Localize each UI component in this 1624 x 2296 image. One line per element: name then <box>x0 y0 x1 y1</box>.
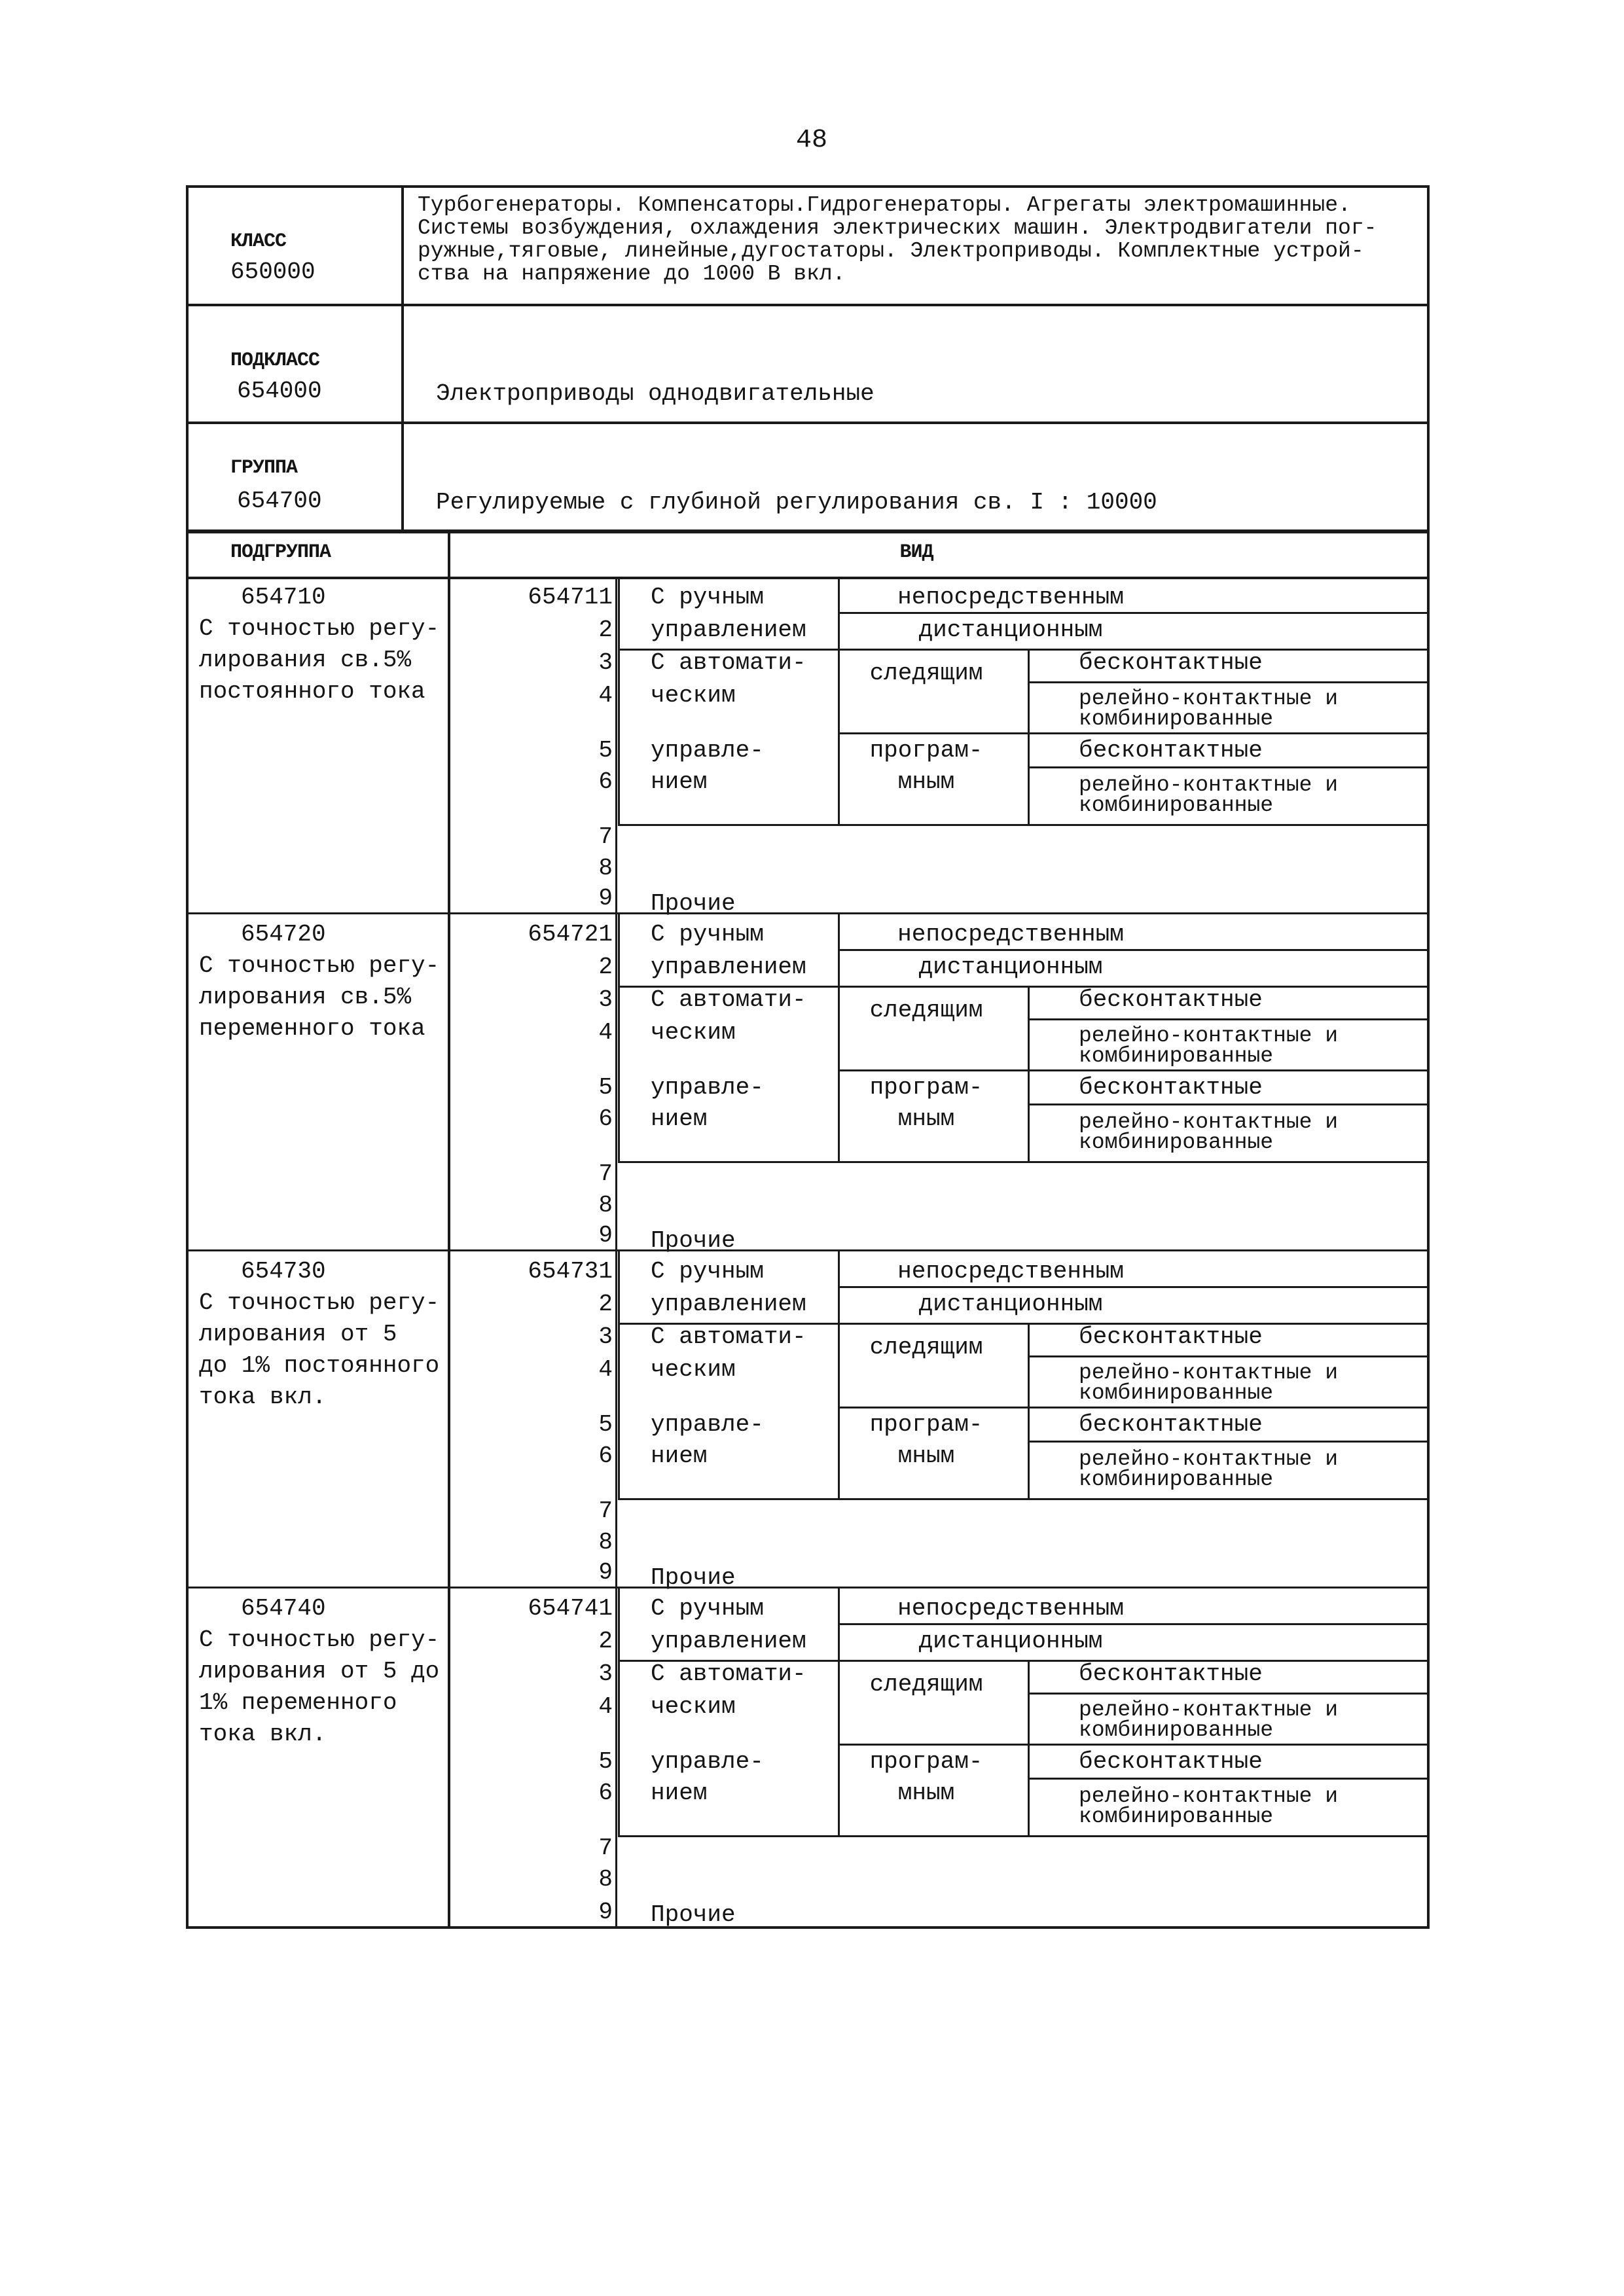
vid-contactless-text: бесконтактные <box>1079 737 1263 764</box>
vid-manual-text: С ручным <box>651 921 764 948</box>
vid-grid-line <box>618 824 1430 826</box>
page-number: 48 <box>795 126 827 155</box>
subgroup-block <box>186 1251 1430 1591</box>
vid-grid-line <box>618 986 1430 988</box>
podklass-label: ПОДКЛАСС <box>230 350 320 372</box>
vid-auto-text: С автомати- <box>651 1660 806 1687</box>
vid-other-text: Прочие <box>651 1227 736 1254</box>
gruppa-description: Регулируемые с глубиной регулирования св. I : 10000 <box>436 489 1157 516</box>
vid-grid-line <box>1028 987 1030 1162</box>
subgroup-desc-line: тока вкл. <box>199 1721 327 1748</box>
podklass-description: Электроприводы однодвигательные <box>436 380 875 407</box>
vid-auto-text: нием <box>651 1780 708 1806</box>
vid-grid-line <box>838 949 1430 951</box>
subgroup-desc-line: до 1% постоянного <box>199 1352 440 1379</box>
vid-relay-text: комбинированные <box>1079 707 1274 731</box>
vid-remote-text: дистанционным <box>918 954 1103 980</box>
subgroup-code: 654710 <box>241 584 326 611</box>
vid-code: 4 <box>598 682 613 709</box>
vid-direct-text: непосредственным <box>897 1595 1124 1622</box>
vid-grid-line <box>618 1835 1430 1837</box>
vid-auto-text: ческим <box>651 1356 736 1383</box>
vid-program-text: мным <box>897 1105 955 1132</box>
vid-relay-text: релейно-контактные и <box>1079 687 1339 711</box>
vid-relay-text: комбинированные <box>1079 1044 1274 1068</box>
podgruppa-header: ПОДГРУППА <box>230 541 331 564</box>
podklass-bottom-line <box>186 422 1430 424</box>
vid-grid-line <box>618 1323 1430 1325</box>
vid-remote-text: дистанционным <box>918 617 1103 643</box>
podklass-code: 654000 <box>237 378 322 404</box>
vid-manual-text: управлением <box>651 1291 806 1318</box>
vid-auto-text: управле- <box>651 1074 764 1101</box>
vid-code: 4 <box>598 1693 613 1720</box>
subgroup-block <box>186 1588 1430 1929</box>
vid-code: 4 <box>598 1019 613 1046</box>
vid-grid-line <box>838 1588 840 1837</box>
vid-code: 6 <box>598 768 613 795</box>
vid-code: 7 <box>598 823 613 850</box>
vid-code: 9 <box>598 1559 613 1586</box>
vid-auto-text: нием <box>651 1443 708 1469</box>
vid-remote-text: дистанционным <box>918 1628 1103 1655</box>
vid-grid-line <box>618 649 1430 651</box>
klass-label: КЛАСС <box>230 230 287 253</box>
vid-code: 5 <box>598 1074 613 1101</box>
vid-grid-line <box>618 1660 1430 1662</box>
vid-code: 3 <box>598 1323 613 1350</box>
vid-grid-line <box>838 1744 1430 1746</box>
vid-code: 3 <box>598 1660 613 1687</box>
vid-code: 5 <box>598 1411 613 1438</box>
klass-desc-line-1: Турбогенераторы. Компенсаторы.Гидрогенераторы. Агрегаты электромашинные. <box>418 193 1351 217</box>
subgroup-block <box>186 914 1430 1254</box>
vid-relay-text: комбинированные <box>1079 1467 1274 1492</box>
vid-code: 9 <box>598 1222 613 1249</box>
vid-relay-text: комбинированные <box>1079 1718 1274 1742</box>
vid-other-text: Прочие <box>651 890 736 917</box>
klass-desc-line-2: Системы возбуждения, охлаждения электрических машин. Электродвигатели пог- <box>418 216 1377 240</box>
vid-grid-line <box>838 732 1430 734</box>
vid-grid-line <box>618 1498 1430 1500</box>
vid-auto-text: С автомати- <box>651 649 806 676</box>
vid-grid-line <box>838 1251 840 1499</box>
vid-relay-text: комбинированные <box>1079 1804 1274 1829</box>
klass-desc-line-4: ства на напряжение до 1000 В вкл. <box>418 262 846 286</box>
vid-relay-text: комбинированные <box>1079 1130 1274 1155</box>
vid-auto-text: управле- <box>651 737 764 764</box>
vid-direct-text: непосредственным <box>897 1258 1124 1285</box>
vid-tracking-text: следящим <box>869 997 983 1024</box>
vid-code: 5 <box>598 1748 613 1775</box>
vid-grid-line <box>1028 1778 1430 1780</box>
vid-relay-text: релейно-контактные и <box>1079 773 1339 797</box>
vid-code: 654711 <box>528 584 613 611</box>
vid-auto-text: нием <box>651 768 708 795</box>
vid-grid-line <box>1028 1661 1030 1837</box>
vid-code: 4 <box>598 1356 613 1383</box>
vid-program-text: мным <box>897 1443 955 1469</box>
vid-code: 654741 <box>528 1595 613 1622</box>
vid-grid-line <box>1028 1693 1430 1695</box>
vid-program-text: мным <box>897 768 955 795</box>
vid-contactless-text: бесконтактные <box>1079 1323 1263 1350</box>
vid-header: ВИД <box>899 541 933 564</box>
vid-auto-text: ческим <box>651 1019 736 1046</box>
klass-desc-line-3: ружные,тяговые, линейные,дугостаторы. Электроприводы. Комплектные устрой- <box>418 239 1364 263</box>
vid-program-text: програм- <box>869 1411 983 1438</box>
vid-grid-line <box>618 1161 1430 1163</box>
vid-relay-text: релейно-контактные и <box>1079 1361 1339 1385</box>
vid-grid-line <box>1028 766 1430 768</box>
vid-grid-line <box>838 1286 1430 1288</box>
vid-code: 9 <box>598 885 613 912</box>
vid-grid-line <box>838 1407 1430 1408</box>
vid-grid-line <box>838 577 840 825</box>
vid-auto-text: управле- <box>651 1748 764 1775</box>
subgroup-desc-line: С точностью регу- <box>199 615 440 642</box>
vid-code: 2 <box>598 1628 613 1655</box>
vid-code: 6 <box>598 1780 613 1806</box>
vid-grid-line <box>1028 1355 1430 1357</box>
klass-code: 650000 <box>230 259 316 285</box>
vid-direct-text: непосредственным <box>897 921 1124 948</box>
subgroup-desc-line: 1% переменного <box>199 1689 397 1716</box>
vid-manual-text: управлением <box>651 617 806 643</box>
vid-code: 6 <box>598 1443 613 1469</box>
vid-direct-text: непосредственным <box>897 584 1124 611</box>
vid-tracking-text: следящим <box>869 1334 983 1361</box>
vid-program-text: програм- <box>869 1074 983 1101</box>
vid-contactless-text: бесконтактные <box>1079 986 1263 1013</box>
vid-grid-line <box>1028 681 1430 683</box>
vid-auto-text: С автомати- <box>651 986 806 1013</box>
subgroup-code: 654730 <box>241 1258 326 1285</box>
vid-grid-line <box>1028 650 1030 825</box>
subgroup-desc-line: лирования от 5 до <box>199 1658 440 1685</box>
vid-program-text: мным <box>897 1780 955 1806</box>
header-divider <box>401 185 404 532</box>
vid-contactless-text: бесконтактные <box>1079 1411 1263 1438</box>
vid-contactless-text: бесконтактные <box>1079 1660 1263 1687</box>
vid-grid-line <box>1028 1103 1430 1105</box>
vid-code: 5 <box>598 737 613 764</box>
subgroup-desc-line: лирования св.5% <box>199 647 412 673</box>
subgroup-desc-line: С точностью регу- <box>199 1626 440 1653</box>
vid-contactless-text: бесконтактные <box>1079 1074 1263 1101</box>
vid-tracking-text: следящим <box>869 1671 983 1698</box>
vid-code: 3 <box>598 986 613 1013</box>
vid-auto-text: ческим <box>651 1693 736 1720</box>
vid-code: 8 <box>598 1866 613 1893</box>
vid-grid-line <box>838 612 1430 614</box>
vid-auto-text: нием <box>651 1105 708 1132</box>
vid-tracking-text: следящим <box>869 660 983 687</box>
vid-grid-line <box>838 1069 1430 1071</box>
vid-code: 7 <box>598 1160 613 1187</box>
vid-code: 6 <box>598 1105 613 1132</box>
vid-remote-text: дистанционным <box>918 1291 1103 1318</box>
gruppa-code: 654700 <box>237 488 322 514</box>
subgroup-code: 654720 <box>241 921 326 948</box>
vid-grid-line <box>838 1623 1430 1625</box>
vid-code: 654731 <box>528 1258 613 1285</box>
vid-manual-text: С ручным <box>651 1258 764 1285</box>
vid-code: 8 <box>598 1529 613 1556</box>
subgroup-block <box>186 577 1430 917</box>
vid-relay-text: релейно-контактные и <box>1079 1024 1339 1048</box>
vid-code: 9 <box>598 1899 613 1926</box>
vid-grid-line <box>618 577 620 825</box>
vid-auto-text: ческим <box>651 682 736 709</box>
vid-contactless-text: бесконтактные <box>1079 649 1263 676</box>
vid-relay-text: комбинированные <box>1079 1381 1274 1405</box>
vid-other-text: Прочие <box>651 1901 736 1928</box>
vid-grid-line <box>1028 1324 1030 1499</box>
vid-grid-line <box>618 914 620 1162</box>
vid-code: 2 <box>598 1291 613 1318</box>
gruppa-label: ГРУППА <box>230 457 298 479</box>
vid-other-text: Прочие <box>651 1564 736 1591</box>
vid-relay-text: релейно-контактные и <box>1079 1698 1339 1722</box>
vid-grid-line <box>1028 1018 1430 1020</box>
vid-manual-text: С ручным <box>651 1595 764 1622</box>
vid-code: 7 <box>598 1835 613 1861</box>
subgroup-code: 654740 <box>241 1595 326 1622</box>
vid-relay-text: релейно-контактные и <box>1079 1447 1339 1471</box>
vid-relay-text: релейно-контактные и <box>1079 1110 1339 1134</box>
vid-auto-text: управле- <box>651 1411 764 1438</box>
vid-contactless-text: бесконтактные <box>1079 1748 1263 1775</box>
vid-auto-text: С автомати- <box>651 1323 806 1350</box>
vid-relay-text: релейно-контактные и <box>1079 1784 1339 1808</box>
vid-manual-text: управлением <box>651 954 806 980</box>
vid-manual-text: С ручным <box>651 584 764 611</box>
subgroup-desc-line: постоянного тока <box>199 678 425 705</box>
vid-program-text: програм- <box>869 737 983 764</box>
vid-program-text: програм- <box>869 1748 983 1775</box>
subgroup-desc-line: С точностью регу- <box>199 1289 440 1316</box>
vid-code: 8 <box>598 855 613 882</box>
vid-relay-text: комбинированные <box>1079 793 1274 817</box>
vid-grid-line <box>838 914 840 1162</box>
vid-code: 654721 <box>528 921 613 948</box>
subgroup-desc-line: тока вкл. <box>199 1384 327 1410</box>
klass-bottom-line <box>186 304 1430 306</box>
subgroup-desc-line: переменного тока <box>199 1015 425 1042</box>
vid-code: 7 <box>598 1498 613 1524</box>
vid-grid-line <box>618 1251 620 1499</box>
vid-code: 2 <box>598 954 613 980</box>
vid-grid-line <box>1028 1441 1430 1443</box>
subgroup-desc-line: лирования св.5% <box>199 984 412 1011</box>
vid-code: 8 <box>598 1192 613 1219</box>
vid-code: 2 <box>598 617 613 643</box>
vid-code: 3 <box>598 649 613 676</box>
vid-grid-line <box>618 1588 620 1837</box>
subgroup-desc-line: лирования от 5 <box>199 1321 397 1348</box>
vid-manual-text: управлением <box>651 1628 806 1655</box>
subgroup-desc-line: С точностью регу- <box>199 952 440 979</box>
